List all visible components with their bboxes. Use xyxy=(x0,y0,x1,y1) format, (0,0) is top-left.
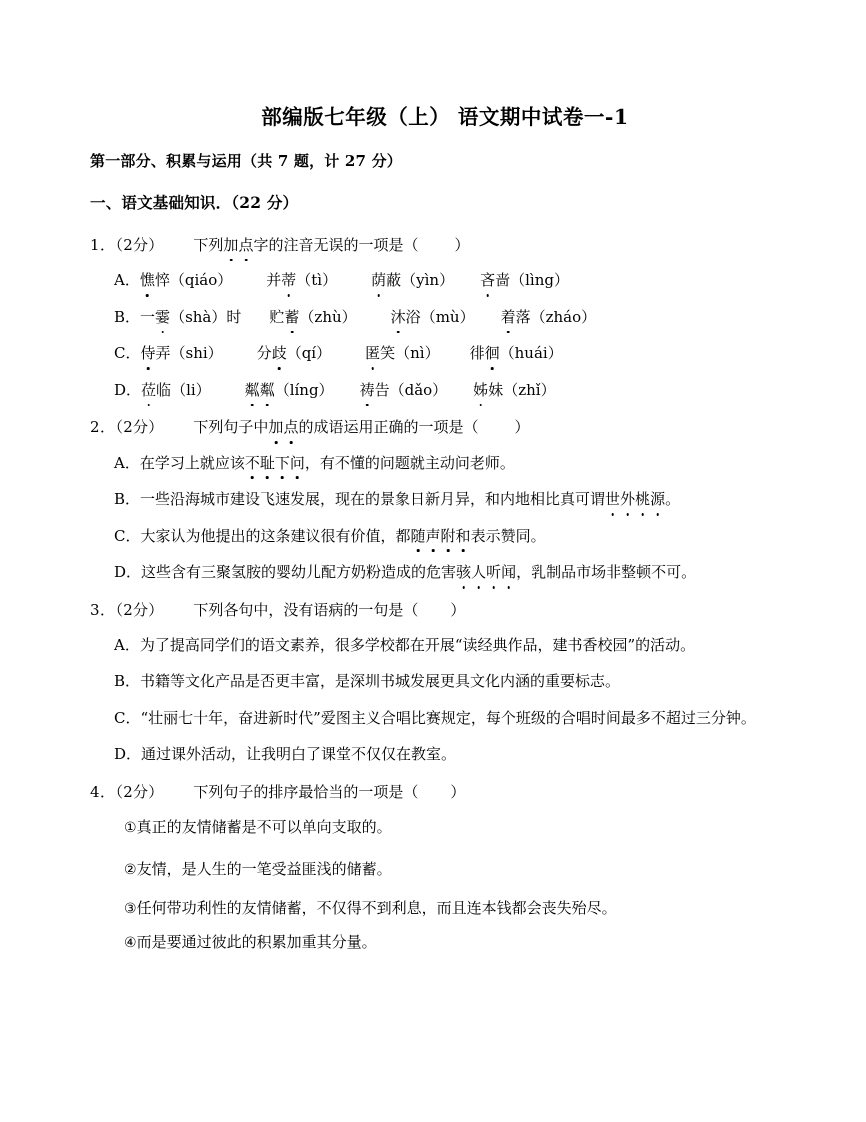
list-item xyxy=(124,933,786,953)
emphasis-char: 点 xyxy=(238,236,254,254)
question-4-stem xyxy=(90,782,786,802)
option-b[interactable] xyxy=(114,672,786,692)
option-item: 粼粼（líng） xyxy=(244,380,334,399)
item-marker: ④ xyxy=(124,934,137,951)
question-3-number: 3． xyxy=(90,600,116,619)
question-4-stem-text: 下列句子的排序最恰当的一项是（ xyxy=(193,782,419,801)
option-c[interactable]: C．大家认为他提出的这条建议很有价值，都随声附和表示赞同。 xyxy=(114,526,546,545)
list-item xyxy=(124,860,786,880)
option-text: ，乳制品市场非整顿不可。 xyxy=(516,563,697,581)
question-4 xyxy=(90,782,786,952)
item-text: 真正的友情储蓄是不可以单向支取的。 xyxy=(136,818,392,836)
option-text: 这些含有三聚氢胺的婴幼儿配方奶粉造成的危害 xyxy=(141,563,457,581)
option-item: 荫蔽（yìn） xyxy=(371,271,455,290)
option-letter: A． xyxy=(114,635,140,654)
option-b[interactable] xyxy=(114,308,786,328)
pinyin: （zháo） xyxy=(530,307,597,326)
emphasis-char: 加 xyxy=(268,418,284,437)
option-item: 吝啬（lìng） xyxy=(480,271,569,290)
option-item: 徘徊（huái） xyxy=(469,344,563,363)
question-3 xyxy=(90,600,786,765)
option-text: 在学习上就应该 xyxy=(139,453,245,472)
question-1-number: 1． xyxy=(90,236,116,254)
question-1-stem-post: 字的注音无误的一项是（ xyxy=(253,236,419,254)
option-item: 莅临（li） xyxy=(141,380,211,399)
pinyin: （yìn） xyxy=(401,271,455,290)
question-2-stem-pre: 下列句子中 xyxy=(193,418,269,437)
pinyin: （zhù） xyxy=(299,307,357,326)
item-marker: ② xyxy=(124,861,137,878)
option-text: 。 xyxy=(665,490,681,508)
option-a[interactable] xyxy=(114,271,786,291)
question-4-number: 4． xyxy=(90,782,116,801)
option-letter: D． xyxy=(114,563,142,581)
option-a[interactable]: A．在学习上就应该不耻下问，有不懂的问题就主动问老师。 xyxy=(114,453,515,472)
option-item: 祷告（dǎo） xyxy=(359,380,448,399)
option-item: 匿笑（nì） xyxy=(365,344,440,363)
item-text: 友情，是人生的一笔受益匪浅的储蓄。 xyxy=(136,859,392,878)
item-marker: ① xyxy=(124,820,137,836)
question-1-score: （2分） xyxy=(115,236,164,254)
emphasis-char: 加 xyxy=(223,236,239,254)
question-2 xyxy=(90,417,786,582)
pinyin: （qí） xyxy=(286,344,332,363)
option-b[interactable]: B．一些沿海城市建设飞速发展，现在的景象日新月异，和内地相比真可谓世外桃源。 xyxy=(114,490,681,508)
option-item: 沐浴（mù） xyxy=(390,307,475,326)
question-3-options xyxy=(90,636,786,765)
option-letter: A． xyxy=(114,271,140,290)
pinyin: （nì） xyxy=(395,344,440,363)
question-3-stem-text: 下列各句中，没有语病的一句是（ xyxy=(193,600,419,619)
item-text: 任何带功利性的友情储蓄，不仅得不到利息，而且连本钱都会丧失殆尽。 xyxy=(136,899,617,917)
option-letter: C． xyxy=(114,708,141,727)
pinyin: （qiáo） xyxy=(169,271,233,290)
item-text: 而是要通过彼此的积累加重其分量。 xyxy=(136,932,377,951)
option-letter: D． xyxy=(114,745,142,764)
section-heading: 一、语文基础知识．（22 分） xyxy=(90,193,299,212)
option-text: “壮丽七十年，奋进新时代”爱图主义合唱比赛规定，每个班级的合唱时间最多不超过三分钟。 xyxy=(140,708,756,727)
question-1-stem-pre: 下列 xyxy=(193,236,224,254)
option-suffix: 时 xyxy=(226,307,242,326)
option-item: 一霎（shà）时 xyxy=(140,307,242,326)
option-letter: C． xyxy=(114,526,141,545)
option-text: 通过课外活动，让我明白了课堂不仅仅在教室。 xyxy=(141,745,457,764)
question-2-score: （2分） xyxy=(115,418,164,437)
option-text: ，有不懂的问题就主动问老师。 xyxy=(304,453,515,472)
option-item: 侍弄（shi） xyxy=(140,344,223,363)
option-letter: B． xyxy=(114,672,141,691)
pinyin: （líng） xyxy=(274,380,334,399)
question-2-stem-post: 的成语运用正确的一项是（ xyxy=(298,418,479,437)
question-2-stem xyxy=(90,417,786,437)
option-item: 并蒂（tì） xyxy=(266,271,338,290)
pinyin: （shà） xyxy=(170,307,227,326)
option-c[interactable] xyxy=(114,344,786,364)
page-title: 部编版七年级（上） 语文期中试卷一-1 xyxy=(261,105,629,129)
question-4-stem-end: ） xyxy=(450,782,466,801)
question-2-stem-end: ） xyxy=(514,418,530,437)
option-a[interactable] xyxy=(114,636,786,656)
question-2-number: 2． xyxy=(90,418,116,437)
emphasis-char: 点 xyxy=(283,418,299,437)
pinyin: （dǎo） xyxy=(389,380,448,399)
question-1 xyxy=(90,235,786,400)
question-3-stem xyxy=(90,600,786,620)
question-2-options xyxy=(90,454,786,583)
option-item: 憔悴（qiáo） xyxy=(139,271,233,290)
pinyin: （huái） xyxy=(499,344,563,363)
option-c[interactable] xyxy=(114,709,786,729)
question-4-items xyxy=(90,818,786,952)
option-text: 书籍等文化产品是否更丰富，是深圳书城发展更具文化内涵的重要标志。 xyxy=(140,672,621,691)
option-letter: B． xyxy=(114,307,141,326)
question-4-score: （2分） xyxy=(115,782,164,801)
option-text: 为了提高同学们的语文素养，很多学校都在开展“读经典作品，建书香校园”的活动。 xyxy=(139,635,696,654)
option-d[interactable]: D．这些含有三聚氢胺的婴幼儿配方奶粉造成的危害骇人听闻，乳制品市场非整顿不可。 xyxy=(114,563,697,581)
option-item: 着落（zháo） xyxy=(500,307,597,326)
option-text: 大家认为他提出的这条建议很有价值，都 xyxy=(140,526,411,545)
pinyin: （shi） xyxy=(170,344,223,363)
pinyin: （mù） xyxy=(420,307,475,326)
list-item xyxy=(124,818,786,838)
question-1-stem-end: ） xyxy=(454,236,470,254)
pinyin: （lìng） xyxy=(510,271,569,290)
option-item: 姊妹（zhǐ） xyxy=(473,380,556,399)
option-letter: D． xyxy=(114,380,142,399)
pinyin: （zhǐ） xyxy=(503,380,556,399)
option-letter: A． xyxy=(114,453,140,472)
item-marker: ③ xyxy=(124,901,137,917)
option-text: 一些沿海城市建设飞速发展，现在的景象日新月异，和内地相比真可谓 xyxy=(140,490,606,508)
question-3-score: （2分） xyxy=(115,600,164,619)
part-heading: 第一部分、积累与运用（共 7 题，计 27 分） xyxy=(90,152,403,170)
question-1-options xyxy=(90,271,786,400)
option-item: 贮蓄（zhù） xyxy=(269,307,357,326)
question-3-stem-end: ） xyxy=(450,600,466,619)
option-d[interactable] xyxy=(114,745,786,765)
pinyin: （tì） xyxy=(296,271,338,290)
option-letter: B． xyxy=(114,490,141,508)
list-item xyxy=(124,899,786,919)
question-1-stem xyxy=(90,235,786,255)
option-text: 表示赞同。 xyxy=(470,526,546,545)
option-d[interactable] xyxy=(114,381,786,401)
option-letter: C． xyxy=(114,344,141,363)
option-item: 分歧（qí） xyxy=(256,344,332,363)
pinyin: （li） xyxy=(171,380,211,399)
